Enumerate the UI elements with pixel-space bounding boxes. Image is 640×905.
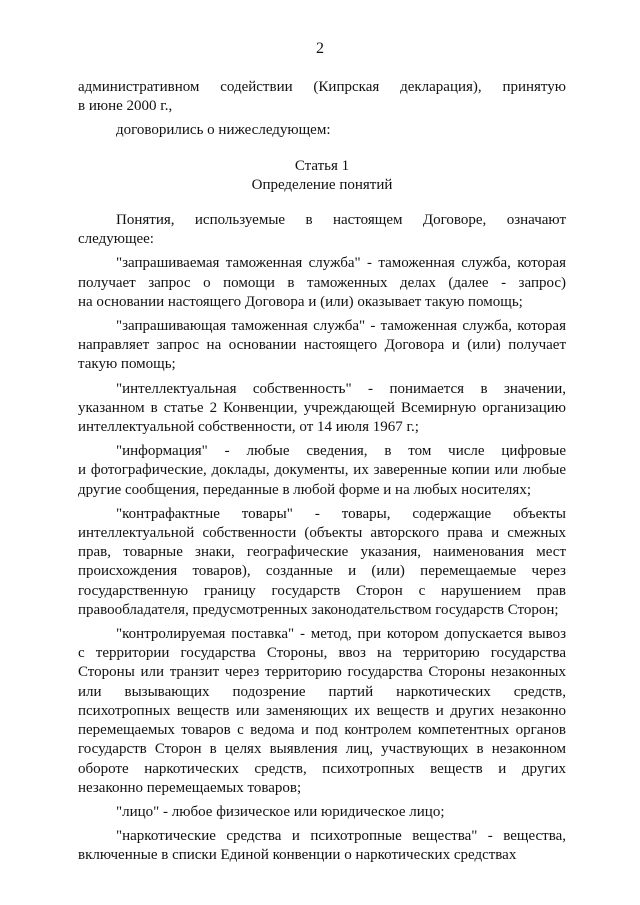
definition-paragraph [78,254,566,312]
paragraph-line: или вызывающих подозрение партий наркотических средств, [78,683,566,700]
definition-paragraph [78,442,566,500]
paragraph-line: "запрашиваемая таможенная служба" - таможенная служба, которая [116,255,566,272]
paragraph-line: психотропных веществ или заменяющих их веществ и других незаконно [78,702,566,719]
definition-paragraph [78,827,566,865]
paragraph-line: и фотографические, доклады, документы, их заверенные копии или любые [78,462,566,479]
paragraph-line: правообладателя, предусмотренных законодательством государств Сторон; [78,601,559,618]
agreed-line: договорились о нижеследующем: [116,122,331,139]
paragraph-line: направляет запрос на основании настоящего Договора и (или) получает [78,337,566,354]
paragraph-line: получает запрос о помощи в таможенных делах (далее - запрос) [78,274,566,291]
definitions-list [78,211,566,871]
paragraph-line: "информация" - любые сведения, в том числе цифровые [116,443,566,460]
paragraph-line: на основании настоящего Договора и (или) оказывает такую помощь; [78,293,523,310]
paragraph-line: Понятия, используемые в настоящем Договоре, означают [116,212,566,229]
paragraph-line: незаконно перемещаемых товаров; [78,779,302,796]
document-body [78,78,566,871]
paragraph-line: происхождения товаров), созданные и (или) перемещаемые через [78,563,566,580]
paragraph-line: "контрафактные товары" - товары, содержащие объекты [116,505,566,522]
paragraph-line: другие сообщения, переданные в любой форме и на любых носителях; [78,481,531,498]
paragraph-line: "наркотические средства и психотропные вещества" - вещества, [116,828,566,845]
definition-paragraph [78,317,566,375]
paragraph-line: государств Сторон в целях выявления лиц, участвующих в незаконном [78,741,566,758]
paragraph-line: интеллектуальной собственности (объекты авторского права и смежных [78,525,566,542]
paragraph-line: "запрашивающая таможенная служба" - таможенная служба, которая [116,318,566,335]
paragraph-line: следующее: [78,231,154,248]
article-number: Статья 1 [294,157,350,174]
article-title: Определение понятий [251,176,393,193]
definition-paragraph [78,380,566,438]
definition-paragraph [78,803,566,822]
paragraph-line: "контролируемая поставка" - метод, при котором допускается вывоз [116,626,566,643]
paragraph-line: с территории государства Стороны, ввоз на территорию государства [78,645,566,662]
paragraph-line: включенные в списки Единой конвенции о наркотических средствах [78,847,517,864]
paragraph-line: перемещаемых товаров с ведома и под контролем компетентных органов [78,722,566,739]
paragraph-line: интеллектуальной собственности, от 14 июля 1967 г.; [78,419,419,436]
intro-line: административном содействии (Кипрская декларация), принятую [78,79,566,95]
paragraph-line: такую помощь; [78,356,176,373]
intro-line: в июне 2000 г., [78,98,173,115]
paragraph-line: "интеллектуальная собственность" - понимается в значении, [116,380,566,397]
paragraph-line: указанном в статье 2 Конвенции, учреждающей Всемирную организацию [78,399,566,416]
paragraph-line: прав, товарные знаки, географические указания, наименования мест [78,544,566,561]
definition-paragraph [78,625,566,798]
page-number: 2 [316,40,324,57]
definition-paragraph [78,505,566,620]
paragraph-line: государственную границу государств Сторон с нарушением прав [78,582,566,599]
definition-paragraph [78,211,566,249]
paragraph-line: "лицо" - любое физическое или юридическое лицо; [116,803,445,820]
paragraph-line: обороте наркотических средств, психотропных веществ и других [78,760,566,777]
paragraph-line: Стороны или транзит через территорию государства Стороны незаконных [78,664,566,681]
